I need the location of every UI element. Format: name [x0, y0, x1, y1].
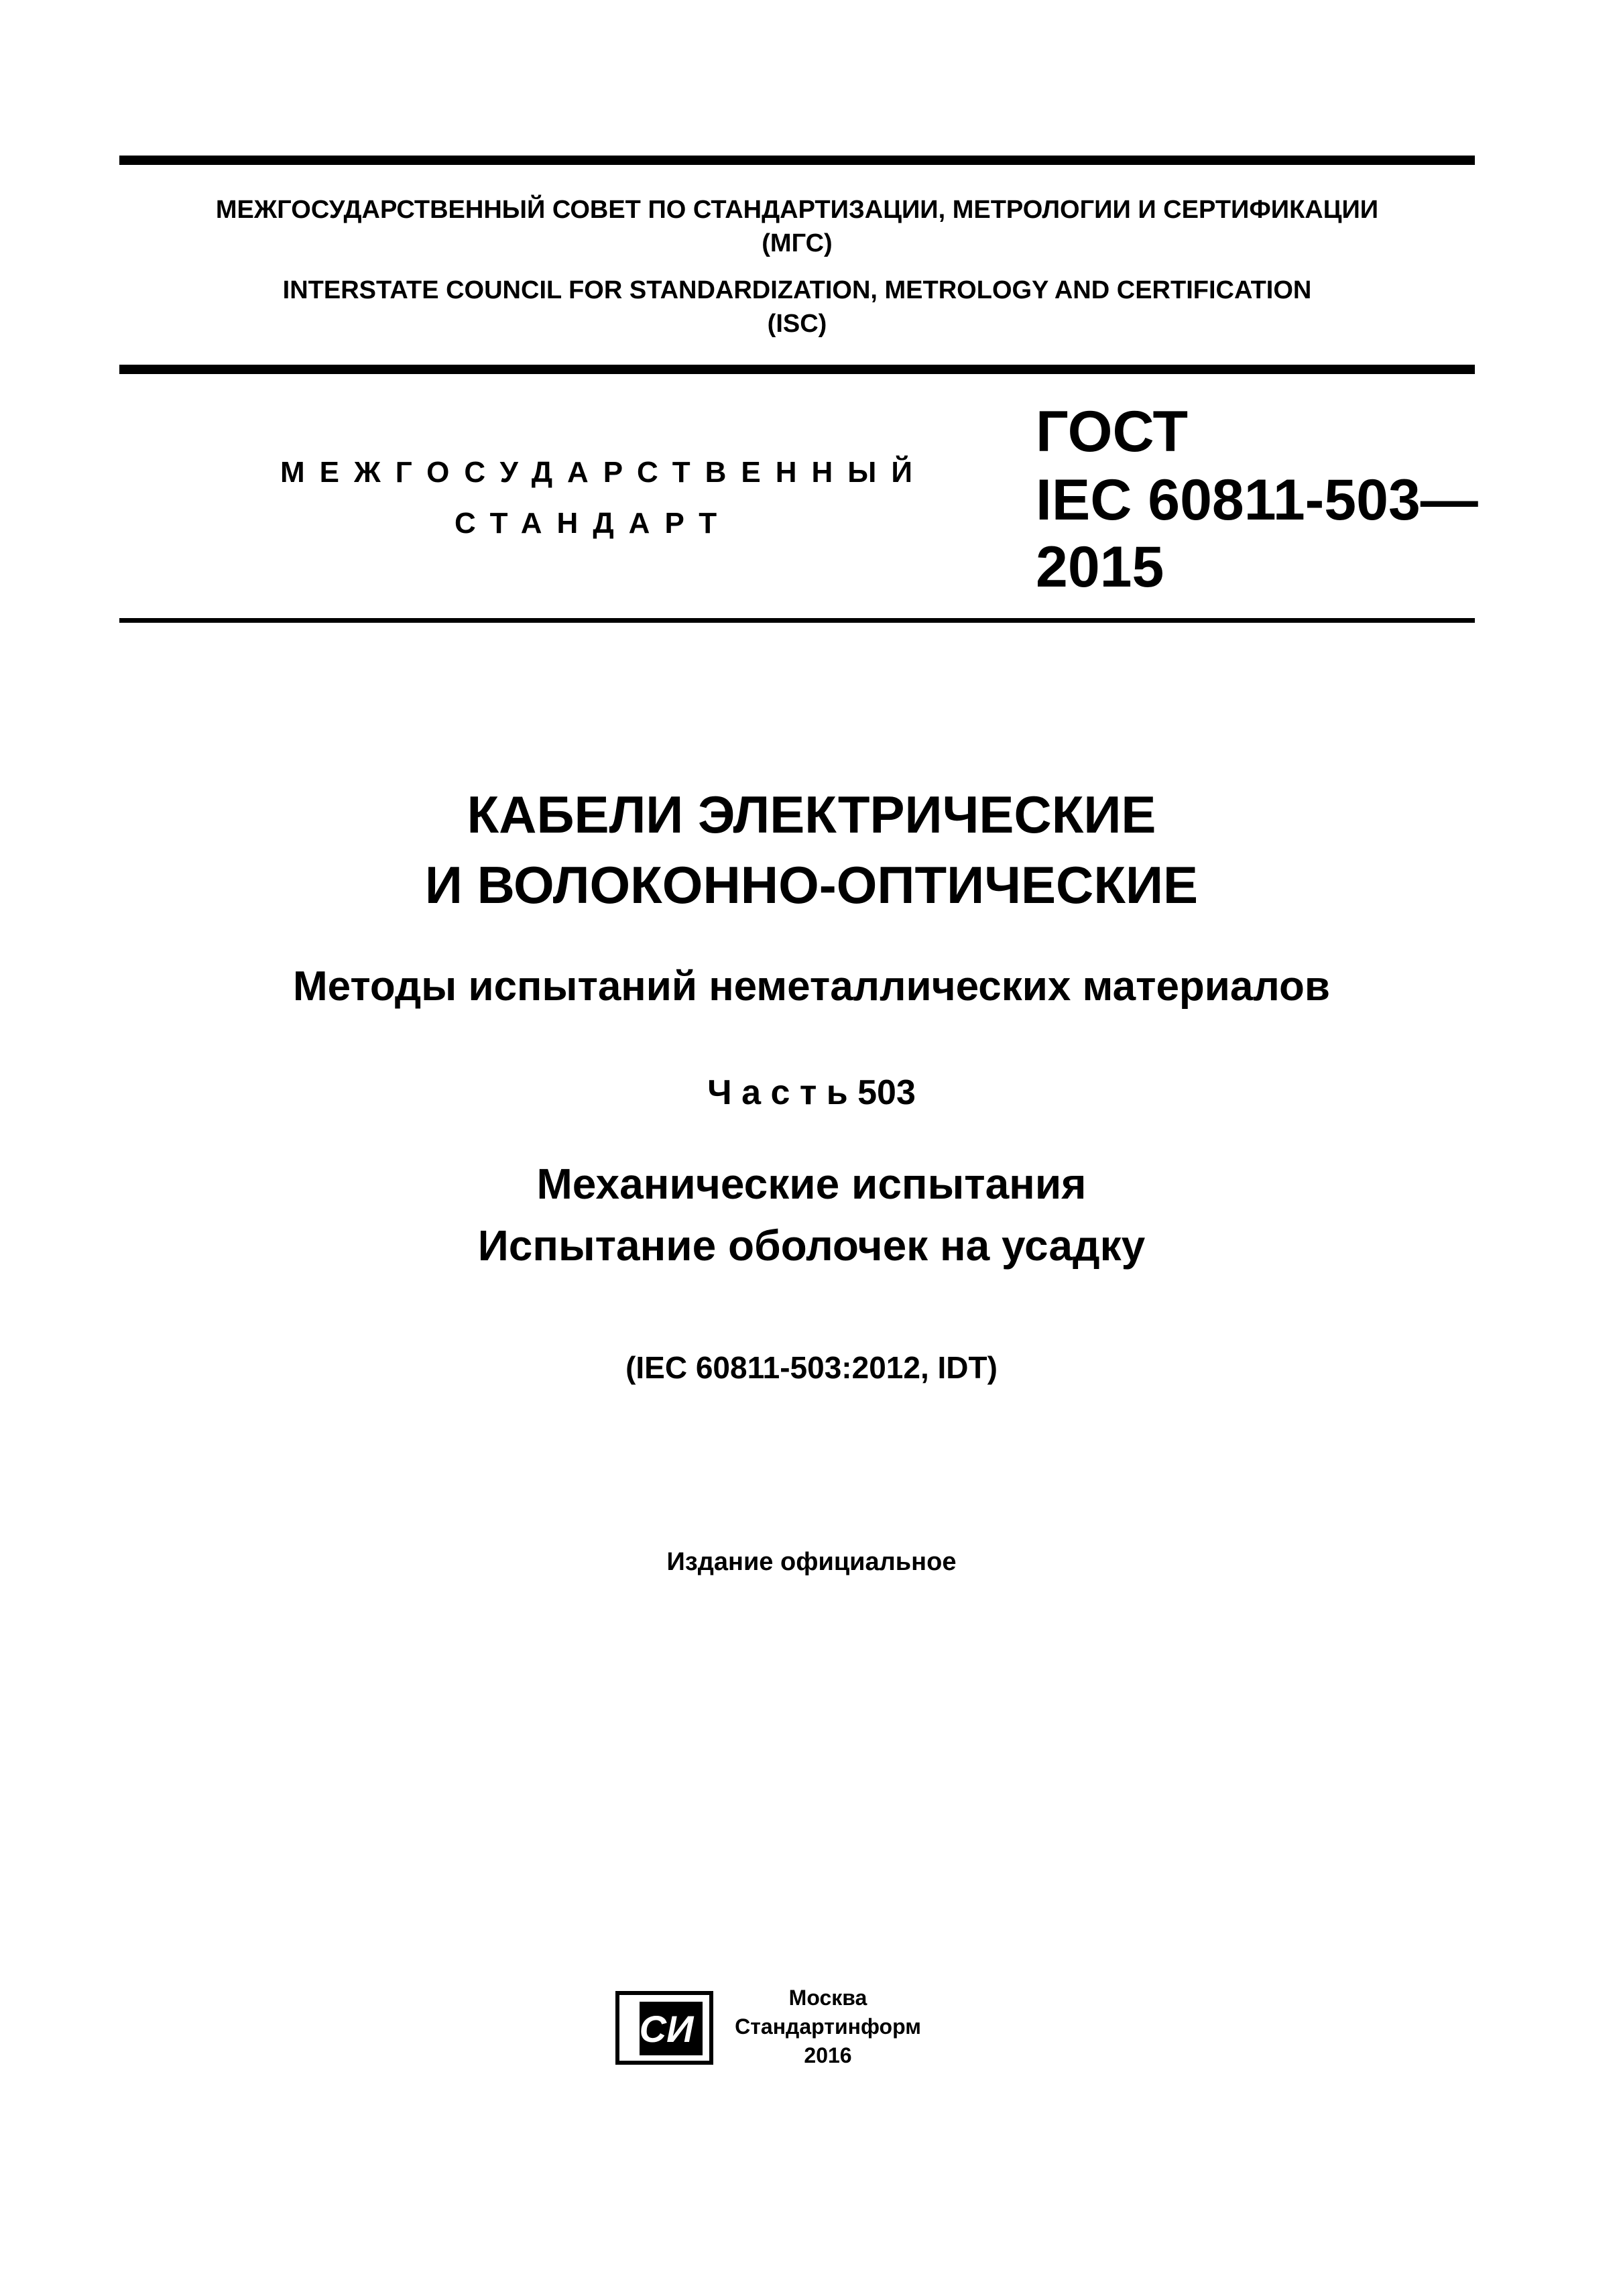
gost-number-line2: IEC 60811-503—: [1036, 468, 1478, 532]
standartinform-logo-icon: [615, 1991, 713, 2065]
gost-number-line3: 2015: [1036, 535, 1164, 599]
title-main-line2: И ВОЛОКОННО-ОПТИЧЕСКИЕ: [424, 855, 1199, 914]
council-name-en: INTERSTATE COUNCIL FOR STANDARDIZATION, METROLOGY AND CERTIFICATION: [282, 276, 1312, 304]
section-title-line1: Механические испытания: [536, 1160, 1087, 1208]
edition-label: Издание официальное: [666, 1548, 957, 1576]
council-abbr-ru: (МГС): [762, 229, 833, 257]
title-subtitle: Методы испытаний неметаллических материалов: [293, 963, 1330, 1010]
part-label: Ч а с т ь 503: [707, 1073, 916, 1112]
publisher-year: 2016: [804, 2043, 852, 2067]
section-title-line2: Испытание оболочек на усадку: [477, 1221, 1146, 1270]
logo-text: СИ: [639, 2008, 694, 2050]
gost-number-line1: ГОСТ: [1036, 400, 1189, 464]
standard-block-rule: [119, 618, 1475, 623]
standard-label-line2: СТАНДАРТ: [455, 507, 732, 540]
iec-reference: (IEC 60811-503:2012, IDT): [625, 1350, 998, 1385]
council-name-ru: МЕЖГОСУДАРСТВЕННЫЙ СОВЕТ ПО СТАНДАРТИЗАЦИИ, МЕТРОЛОГИИ И СЕРТИФИКАЦИИ: [215, 196, 1379, 224]
publisher-name: Стандартинформ: [735, 2014, 921, 2039]
council-abbr-en: (ISC): [767, 310, 827, 338]
top-rule: [119, 156, 1475, 165]
title-main-line1: КАБЕЛИ ЭЛЕКТРИЧЕСКИЕ: [467, 785, 1156, 844]
header-rule: [119, 365, 1475, 374]
standard-label-line1: МЕЖГОСУДАРСТВЕННЫЙ: [280, 456, 927, 489]
publisher-city: Москва: [788, 1986, 867, 2010]
